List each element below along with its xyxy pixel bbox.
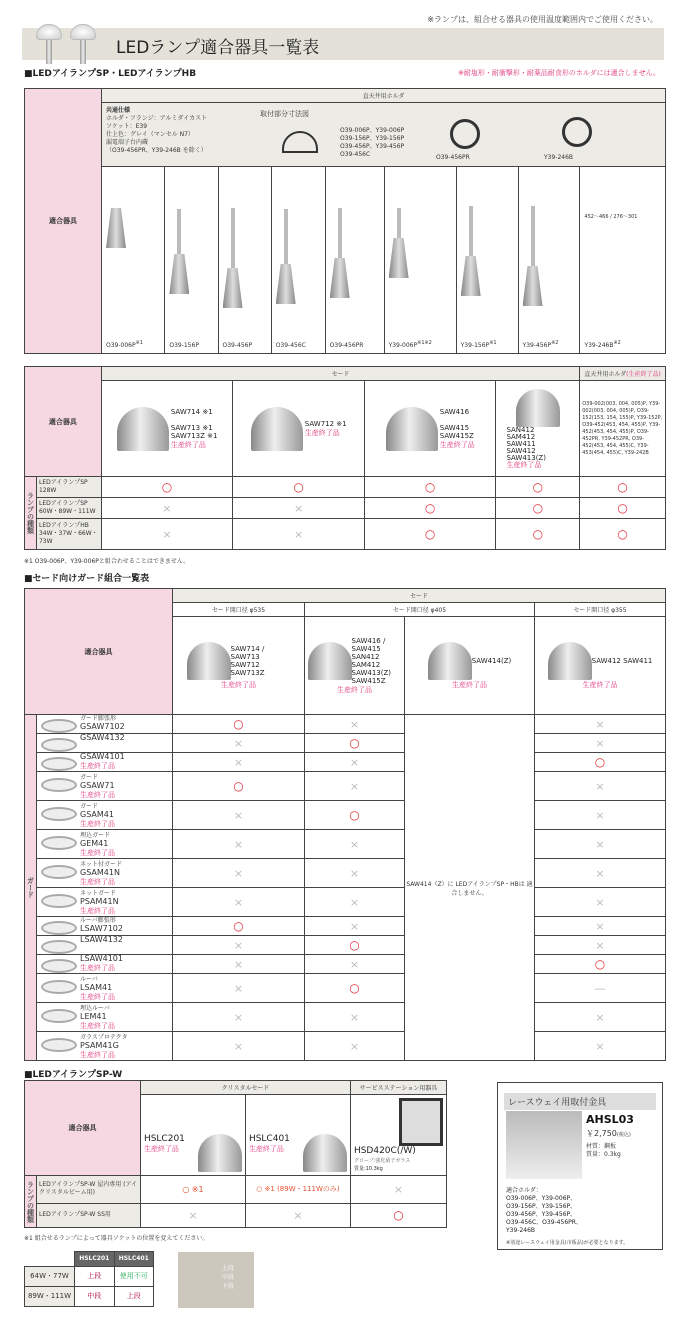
section-title: ■LEDアイランプSP-W	[24, 1070, 123, 1080]
compat-mark: ×	[305, 715, 405, 734]
compat-mark: ×	[245, 1203, 350, 1227]
crystal-header: クリスタルセード	[140, 1081, 350, 1095]
ss-header: サービスステーション用器具	[350, 1081, 446, 1095]
shade-cell: SAW712 ※1 生産終了品	[233, 381, 365, 477]
compat-mark: ×	[305, 888, 405, 917]
guard-row	[25, 801, 666, 830]
holder-header: 直天井用ホルダ	[102, 89, 666, 103]
compat-mark: ×	[173, 734, 305, 753]
mount-pr-label: O39-456PR	[436, 154, 470, 162]
compat-mark: ×	[140, 1203, 245, 1227]
shade-header: セード	[173, 589, 666, 603]
wattage: 64W・77W	[25, 1266, 75, 1286]
compat-mark: ×	[535, 917, 666, 936]
compat-mark: ×	[305, 955, 405, 974]
compat-mark: —	[535, 974, 666, 1003]
compat-mark: ×	[535, 830, 666, 859]
guard-row	[25, 859, 666, 888]
position: 使用不可	[114, 1266, 154, 1286]
compat-mark: ×	[305, 917, 405, 936]
guard-row	[25, 1003, 666, 1032]
compat-mark: ×	[535, 859, 666, 888]
compat-mark: ×	[305, 1003, 405, 1032]
side-label: ランプの種類	[25, 477, 37, 550]
compat-mark: ×	[535, 1032, 666, 1061]
guard-label: ルーバ膨張形 LSAW7102	[37, 917, 173, 936]
group-header: セード開口径 φ405	[305, 603, 535, 617]
compat-mark: ○	[535, 955, 666, 974]
price: ￥2,750	[586, 1129, 617, 1138]
row-label: 適合器具	[25, 367, 102, 477]
compat-mark: ○	[535, 753, 666, 772]
holder-header: 直天井用ホルダ	[584, 371, 627, 378]
compat-mark: ×	[173, 801, 305, 830]
mount-diagram-icon	[282, 131, 318, 153]
guard-row	[25, 715, 666, 734]
guard-row	[25, 830, 666, 859]
shade-header: セード	[101, 367, 580, 381]
compat-mark: ×	[305, 753, 405, 772]
fixture-cell: O39-456P	[218, 167, 271, 354]
spec-line: 漏電端子台内蔵	[106, 139, 149, 147]
group-header: セード開口径 φ355	[535, 603, 666, 617]
shade-cell: SAW714 / SAW713 SAW712 SAW713Z 生産終了品	[173, 617, 305, 715]
col-header: HSLC401	[114, 1252, 154, 1267]
guard-label: ガード GSAW71 生産終了品	[37, 772, 173, 801]
position: 上段	[75, 1266, 115, 1286]
guard-label: GSAW4132	[37, 734, 173, 753]
fixture-cell: O39-156P	[165, 167, 218, 354]
footnote: ※1 組合せるランプによって器具ソケットの位置を変えてください。	[24, 1235, 209, 1242]
fixture-cell: $Y39-156P^{※1}$	[456, 167, 518, 354]
compat-mark: ×	[173, 888, 305, 917]
holder-table	[24, 88, 666, 354]
flange-diagram-icon	[562, 117, 592, 147]
compat-mark: ○	[305, 801, 405, 830]
fixture-cell: O39-456C	[271, 167, 325, 354]
compat-mark: ○ ※1	[140, 1176, 245, 1204]
mount-title: 取付部分寸法図	[260, 110, 309, 119]
lamp-type: LEDアイランプSP-W SS用	[37, 1203, 141, 1227]
compat-mark: ×	[173, 936, 305, 955]
guard-label: LSAW4101 生産終了品	[37, 955, 173, 974]
guard-label: 埋込ガード GEM41 生産終了品	[37, 830, 173, 859]
compat-mark: ×	[173, 1032, 305, 1061]
row-label: 適合器具	[25, 89, 102, 354]
holder: O39-456C、O39-456PR、	[506, 1219, 582, 1226]
spec-line: ソケット：E39	[106, 123, 148, 131]
shade-cell: SAW412 SAW411 生産終了品	[535, 617, 666, 715]
material: 材質：鋼板	[586, 1143, 617, 1150]
compat-mark: ×	[173, 859, 305, 888]
spec-line: 仕上色：グレイ（マンセル N7）	[106, 131, 194, 139]
compat-mark: ○	[101, 477, 233, 498]
fixture-cell: HSLC201 生産終了品	[140, 1095, 245, 1176]
raceway-title: レースウェイ用取付金具	[504, 1093, 656, 1110]
spec-line: ホルダ・フランジ：アルミダイカスト	[106, 115, 208, 123]
mount-model: O39-006P、Y39-006P	[340, 127, 405, 135]
flange-diagram-icon	[450, 119, 480, 149]
compat-mark: ×	[305, 772, 405, 801]
product-model: AHSL03	[586, 1113, 634, 1126]
section-title: ■セード向けガード組合一覧表	[24, 574, 150, 584]
compat-mark: ○	[580, 519, 666, 550]
lamp-type: LEDアイランプSP 128W	[36, 477, 101, 498]
compat-mark: ×	[101, 498, 233, 519]
fixture-cell: O39-456PR	[325, 167, 384, 354]
lamp-type: LEDアイランプHB 34W・37W・66W・73W	[36, 519, 101, 550]
not-compatible-note: SAW414（Z）に LEDアイランプSP・HBは 適合しません。	[405, 715, 535, 1061]
compat-mark: ×	[535, 715, 666, 734]
compat-mark: ○	[173, 772, 305, 801]
guard-compat-table	[24, 588, 666, 1061]
compat-mark: ○	[580, 498, 666, 519]
guard-row	[25, 936, 666, 955]
compat-mark: ○	[173, 715, 305, 734]
shade-compat-table	[24, 366, 666, 550]
raceway-box	[497, 1082, 663, 1250]
guard-label: ネット付ガード GSAM41N 生産終了品	[37, 859, 173, 888]
lamp-type: LEDアイランプSP-W 屋内専用 (アイ クリスタルビーム用)	[37, 1176, 141, 1204]
fixture-cell: $Y39-456P^{※2}$	[518, 167, 580, 354]
position: 中段	[75, 1286, 115, 1306]
compat-mark: ○	[173, 917, 305, 936]
shade-cell: SAW416 / SAW415 SAN412 SAM412 SAW413(Z) SAW415Z 生産終了品	[305, 617, 405, 715]
col-header: HSLC201	[75, 1252, 115, 1267]
compat-mark: ×	[173, 1003, 305, 1032]
guard-label: ガラスプロテクタ PSAM41G 生産終了品	[37, 1032, 173, 1061]
guard-row	[25, 974, 666, 1003]
compat-mark: ×	[305, 1032, 405, 1061]
row-label: 適合器具	[25, 1081, 141, 1176]
holder: O39-456P、Y39-456P、	[506, 1211, 577, 1218]
guard-label: GSAW4101 生産終了品	[37, 753, 173, 772]
wattage: 89W・111W	[25, 1286, 75, 1306]
holder: Y39-246B	[506, 1227, 536, 1234]
compat-mark: ×	[233, 519, 365, 550]
compat-mark: ○	[364, 498, 496, 519]
compat-mark: ○	[496, 519, 580, 550]
mount-model: O39-456P、Y39-456P	[340, 143, 405, 151]
tax-label: (税込)	[616, 1132, 631, 1138]
weight: 質量：0.3kg	[586, 1151, 621, 1158]
guard-label: 埋込ルーバ LEM41 生産終了品	[37, 1003, 173, 1032]
shade-cell: SAN412 SAM412 SAW411 SAW412 SAW413(Z) 生産終了品	[496, 381, 580, 477]
section-title: ■LEDアイランプSP・LEDアイランプHB	[24, 69, 197, 79]
footnote: ※1 O39-006P、Y39-006Pと組合わせることはできません。	[24, 558, 190, 565]
lamp-type: LEDアイランプSP 60W・89W・111W	[36, 498, 101, 519]
usage-note: ※ランプは、組合せる器具の使用温度範囲内でご使用ください。	[427, 15, 658, 24]
compat-mark: ○	[305, 936, 405, 955]
compat-mark: ○	[233, 477, 365, 498]
compat-mark: ×	[173, 753, 305, 772]
guard-label: ガード GSAM41 生産終了品	[37, 801, 173, 830]
compat-mark: ×	[535, 1003, 666, 1032]
guard-label: ガード膨張形 GSAW7102	[37, 715, 173, 734]
spw-compat-table	[24, 1080, 447, 1228]
mount-model: O39-456C	[340, 151, 371, 159]
guard-row	[25, 734, 666, 753]
mount-246b-label: Y39-246B	[544, 154, 574, 162]
guard-row	[25, 888, 666, 917]
holder: O39-006P、Y39-006P、	[506, 1195, 577, 1202]
lamp-bulb-icon	[36, 24, 62, 64]
guard-row	[25, 917, 666, 936]
holder-list: O39-002(003, 004, 005)P, Y39-002(003, 004, 005)P, O39-152(153, 154, 155)P, Y39-152P, O39-452(453, 454, 455)P, Y39-452(453, 454, 455)P, O39-452PR, Y39-452PR, O39-452(453, 454, 455)C, Y39-453(454, 455)C, Y39-242B	[580, 381, 666, 477]
shade-cell: SAW416 SAW415 SAW415Z 生産終了品	[364, 381, 496, 477]
spec-title: 共通仕様	[106, 107, 131, 115]
compat-mark: ○	[496, 498, 580, 519]
compat-mark: ×	[535, 888, 666, 917]
compat-mark: ×	[173, 830, 305, 859]
compat-mark: ○	[364, 477, 496, 498]
guard-label: LSAW4132	[37, 936, 173, 955]
guard-label: ネットガード PSAM41N 生産終了品	[37, 888, 173, 917]
guard-row	[25, 955, 666, 974]
compat-mark: ×	[535, 936, 666, 955]
lamp-bulb-icon	[70, 24, 96, 64]
compat-mark: ×	[305, 859, 405, 888]
socket-position-table	[24, 1251, 154, 1307]
shade-cell: SAW714 ※1 SAW713 ※1 SAW713Z ※1 生産終了品	[101, 381, 233, 477]
compat-mark: ×	[101, 519, 233, 550]
mount-model: O39-156P、Y39-156P	[340, 135, 405, 143]
raceway-note: ※別途レースウェイ用金具(市販品)が必要となります。	[506, 1240, 629, 1246]
compat-mark: ×	[173, 955, 305, 974]
fixture-cell: HSLC401 生産終了品	[245, 1095, 350, 1176]
fixture-cell: HSD420C(/W) グローブ:強化硝子ガラス 質量:10.3kg	[350, 1095, 446, 1176]
compat-mark: ○ ※1 (89W・111Wのみ)	[245, 1176, 350, 1204]
compat-mark: ×	[350, 1176, 446, 1204]
guard-label: ルーバ LSAM41 生産終了品	[37, 974, 173, 1003]
compat-mark: ○	[580, 477, 666, 498]
guard-row	[25, 772, 666, 801]
compat-mark: ○	[364, 519, 496, 550]
compat-mark: ○	[305, 734, 405, 753]
discontinued-label: (生産終了品)	[626, 371, 661, 378]
compat-mark: ×	[233, 498, 365, 519]
title-banner	[22, 28, 664, 60]
guard-row	[25, 753, 666, 772]
guard-row	[25, 1032, 666, 1061]
holders-title: 適合ホルダ：	[506, 1187, 542, 1194]
fixture-cell: 452～466 / 276～301 $Y39-246B^{※2}$	[580, 167, 666, 354]
compat-mark: ×	[535, 801, 666, 830]
socket-photo: 上段 中段 下段	[178, 1252, 254, 1308]
side-label: ガード	[25, 715, 37, 1061]
bracket-photo	[506, 1111, 582, 1179]
compat-mark: ×	[535, 772, 666, 801]
compat-mark: ×	[305, 830, 405, 859]
holder: O39-156P、Y39-156P、	[506, 1203, 577, 1210]
compat-mark: ○	[305, 974, 405, 1003]
compat-mark: ×	[535, 734, 666, 753]
page-title: LEDランプ適合器具一覧表	[116, 38, 320, 58]
ss-fixture-icon	[399, 1098, 443, 1146]
side-label: ランプの種類	[25, 1176, 37, 1228]
spec-line: （O39-456PR、Y39-246B を除く）	[106, 147, 207, 155]
compat-mark: ○	[496, 477, 580, 498]
compat-note: ※耐塩形・耐衝撃形・耐薬品耐食形のホルダには適合しません。	[457, 69, 660, 77]
row-label: 適合器具	[25, 589, 173, 715]
fixture-cell: $O39-006P^{※1}$	[102, 167, 165, 354]
position: 上段	[114, 1286, 154, 1306]
compat-mark: ○	[350, 1203, 446, 1227]
group-header: セード開口径 φ535	[173, 603, 305, 617]
compat-mark: ×	[173, 974, 305, 1003]
shade-cell: SAW414(Z) 生産終了品	[405, 617, 535, 715]
fixture-cell: $Y39-006P^{※1※2}$	[384, 167, 456, 354]
